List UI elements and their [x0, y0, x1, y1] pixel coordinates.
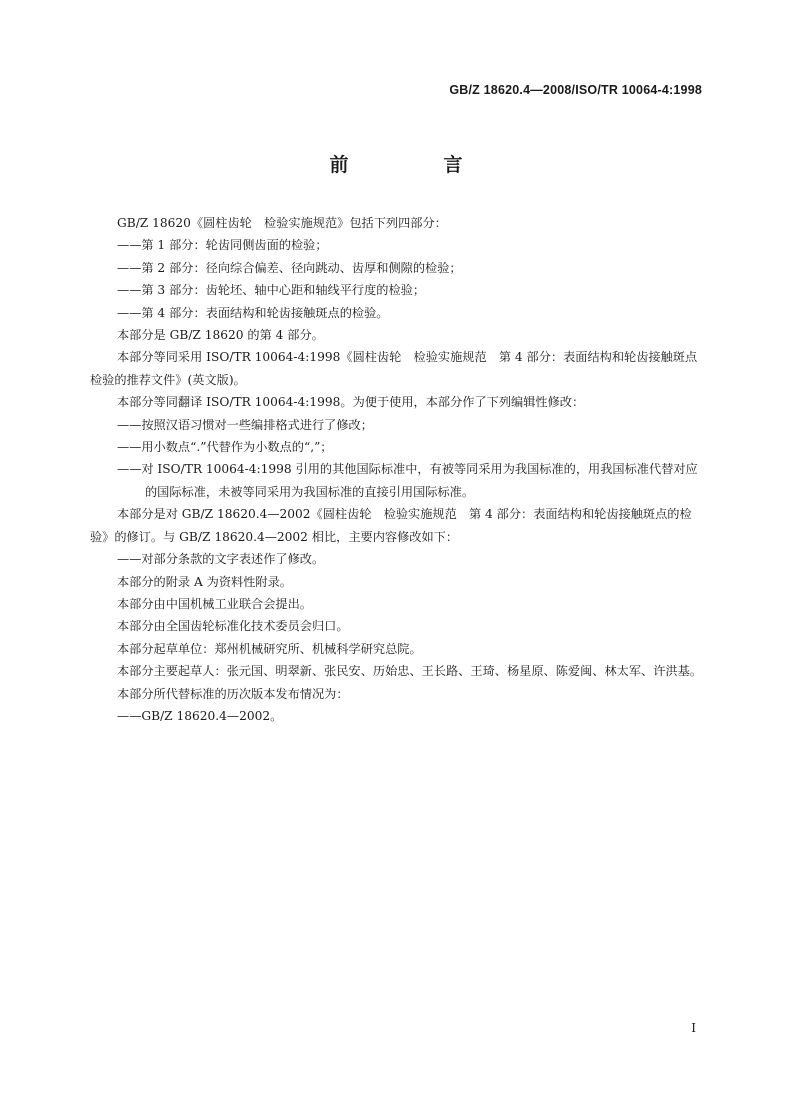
paragraph: 本部分起草单位：郑州机械研究所、机械科学研究总院。: [117, 641, 422, 656]
paragraph: 本部分是 GB/Z 18620 的第 4 部分。: [117, 328, 324, 343]
paragraph: 本部分的附录 A 为资料性附录。: [117, 574, 292, 589]
list-item: ——第 4 部分：表面结构和轮齿接触斑点的检验。: [117, 305, 389, 320]
paragraph: 本部分等同采用 ISO/TR 10064-4:1998《圆柱齿轮 检验实施规范 第 4 部分：表面结构和轮齿接触斑点检验的推荐文件》(英文版)。: [90, 350, 698, 387]
list-item: ——对 ISO/TR 10064-4:1998 引用的其他国际标准中，有被等同采用为我国标准的，用我国标准代替对应的国际标准，未被等同采用为我国标准的直接引用国际标准。: [117, 462, 698, 499]
paragraph: 本部分主要起草人：张元国、明翠新、张民安、历始忠、王长路、王琦、杨星原、陈爱闽、林太军、许洪基。: [117, 664, 702, 679]
paragraph: 本部分由全国齿轮标准化技术委员会归口。: [117, 619, 349, 634]
document-body: [90, 212, 705, 727]
page-title: 前 言: [329, 154, 501, 176]
paragraph: GB/Z 18620《圆柱齿轮 检验实施规范》包括下列四部分：: [117, 216, 447, 230]
list-item: ——按照汉语习惯对一些编排格式进行了修改；: [117, 417, 373, 432]
paragraph: 本部分由中国机械工业联合会提出。: [117, 596, 312, 611]
paragraph: 本部分等同翻译 ISO/TR 10064-4:1998。为便于使用，本部分作了下列编辑性修改：: [117, 395, 585, 410]
list-item: ——第 3 部分：齿轮坯、轴中心距和轴线平行度的检验；: [117, 283, 426, 298]
paragraph: 本部分所代替标准的历次版本发布情况为：: [117, 686, 349, 701]
page-number: I: [691, 1021, 696, 1035]
list-item: ——对部分条款的文字表述作了修改。: [117, 552, 325, 567]
list-item: ——第 1 部分：轮齿同侧齿面的检验；: [117, 238, 328, 253]
paragraph: 本部分是对 GB/Z 18620.4—2002《圆柱齿轮 检验实施规范 第 4 部分：表面结构和轮齿接触斑点的检验》的修订。与 GB/Z 18620.4—2002 相比，主要内容修改如下：: [90, 507, 692, 544]
list-item: ——第 2 部分：径向综合偏差、径向跳动、齿厚和侧隙的检验；: [117, 260, 462, 275]
list-item: ——用小数点“.”代替作为小数点的“,”；: [117, 440, 333, 455]
list-item: ——GB/Z 18620.4—2002。: [117, 708, 283, 723]
standard-code: GB/Z 18620.4—2008/ISO/TR 10064-4:1998: [449, 83, 702, 97]
